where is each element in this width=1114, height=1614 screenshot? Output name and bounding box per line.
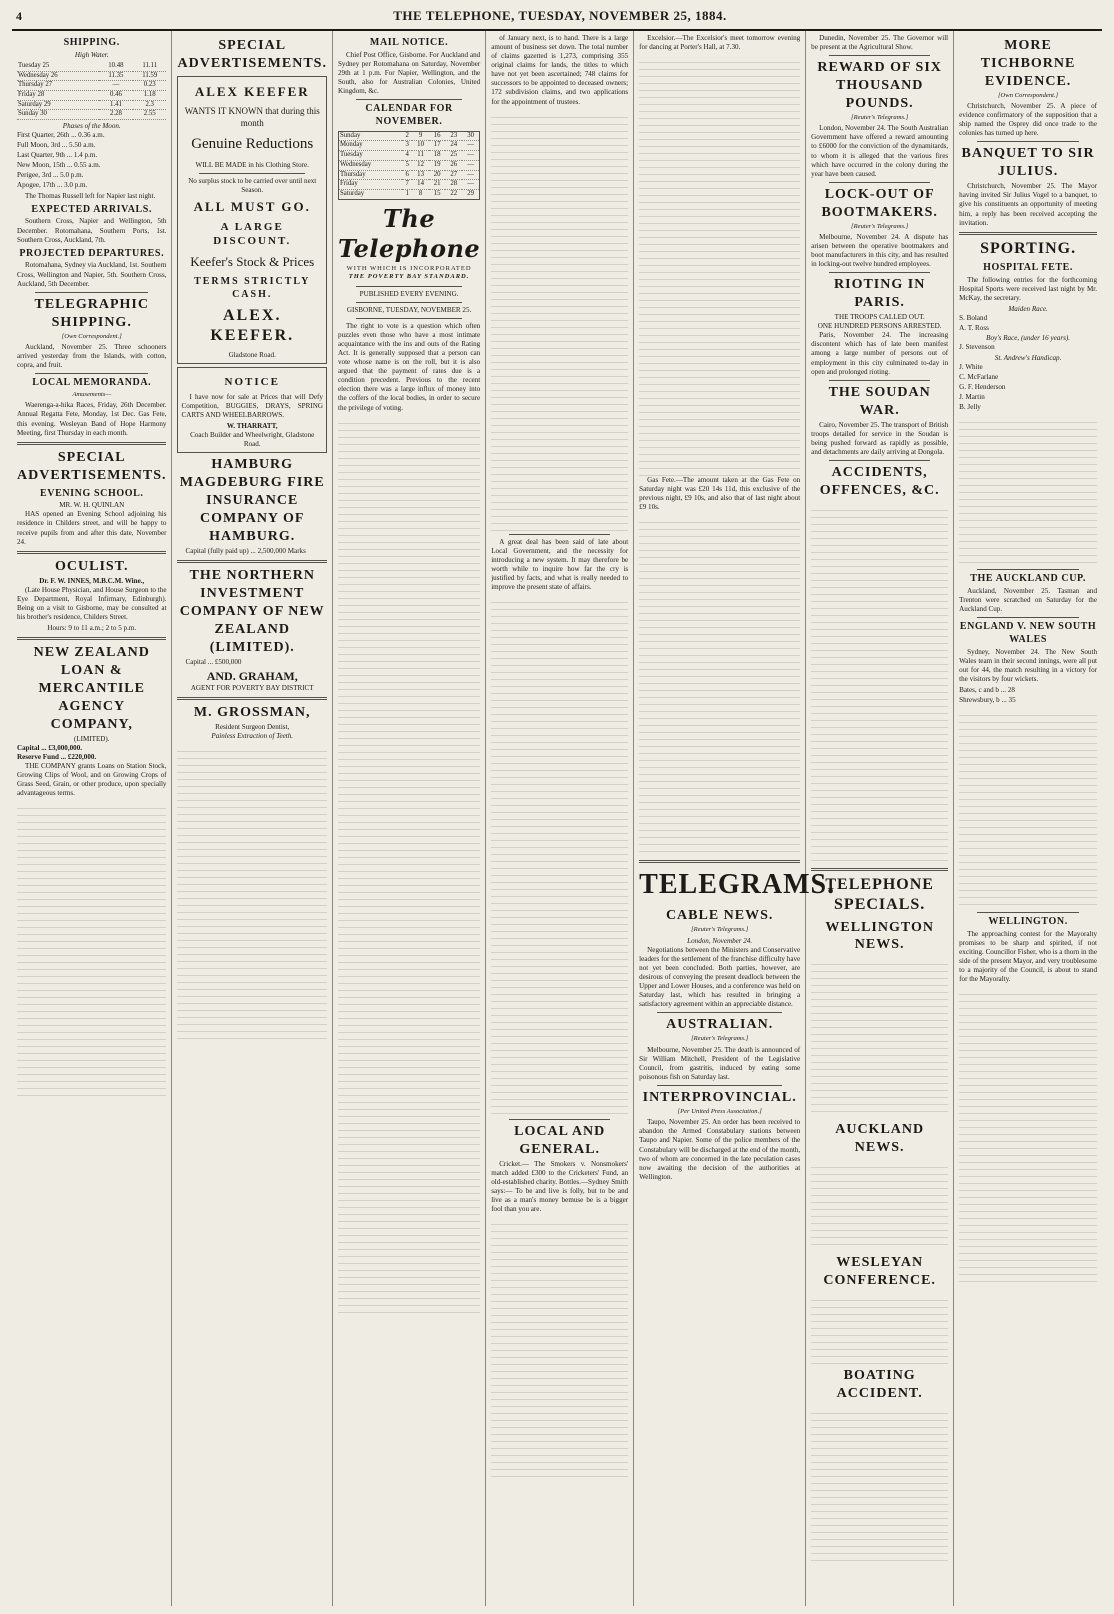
accidents-heading: ACCIDENTS, OFFENCES, &C. [819, 464, 940, 498]
auckland-cup-text: Auckland, November 25. Tasman and Trenton were scratched on Saturday for the Auckland Cup. [959, 586, 1097, 613]
australian-heading: AUSTRALIAN. [666, 1017, 774, 1033]
arrivals-text: Southern Cross, Napier and Wellington, 5th December. Rotomahana, Southern Ports, 1st. Southern Cross, Auckland, 7th. [17, 217, 167, 244]
interprovincial-heading: INTERPROVINCIAL. [642, 1089, 797, 1105]
leader-article: The right to vote is a question which often puzzles even those who have a most intimate acquaintance with the ins and outs of the Rating Act. It is generally supposed that a person can vote whose name is on the roll, but it is also argued that the payment of rates due is a condition precedent. Previous to the recent election there was a large influx of money into the coffers of the local bodies, in order to secure the privilege of voting. [337, 321, 481, 412]
column-1: SHIPPING. High Water. Tuesday 25 10.48 11.11 Wednesday 26 11.35 11.59 Thursday 27 — 0.23 Friday 28 0.46 1.18 Saturday 29 1.41 2.3 Sunday 30 2.28 2.55 Phases of the Moon. First Quarter, 26th ... 0.36 a.m. Full Moon, 3rd ... 5.50 a.m. Last Quarter, 9th ... 1.4 p.m. New Moon, 15th ... 0.55 a.m. Perigee, 3rd ... 5.0 p.m. Apogee, 17th ... 3.0 p.m. The Thomas Russell left for Napier last night. EXPECTED ARRIVALS. Southern Cross, Napier and Wellington, 5th December. Rotomahana, Southern Ports, 1st. Southern Cross, Auckland, 7th. PROJECTED DEPARTURES. Rotomahana, Sydney via Auckland, 1st. Southern Cross, Wellington and Napier, 5th. Southern Cross, Auckland, 5th December. TELEGRAPHIC SHIPPING. [Own Correspondent.] Auckland, November 25. Three schooners arrived yesterday from the Islands, with cotton, copra, and fruit. LOCAL MEMORANDA. Amusements— Waerenga-a-hika Races, Friday, 26th December. Annual Regatta Fete, Monday, 1st Dec. Gas Fete, this evening. Wesleyan Band of Hope Harmony Meeting, first Thursday in each month. SPECIAL ADVERTISEMENTS. EVENING SCHOOL. MR. W. H. QUINLAN HAS opened an Evening School adjoining his residence in Childers street, and will be happy to receive pupils from and after this date, November 24. OCULIST. Dr. F. W. INNES, M.B.C.M. Wine., (Late House Physician, and House Surgeon to the Eye Department, Royal Infirmary, Edinburgh). Being on a visit to Gisborne, may be consulted at his brother's residence, Childers Street. Hours: 9 to 11 a.m.; 2 to 5 p.m. NEW ZEALAND LOAN & MERCANTILE AGENCY COMPANY, (LIMITED). Capital ... £3,000,000. Reserve Fund ... £220,000. THE COMPANY grants Loans on Station Stock, Growing Clips of Wool, and on Growing Crops of Grass Seed, Grain, or other produce, upon specially advantageous terms. [12, 31, 172, 1606]
masthead-title: THE TELEPHONE, TUESDAY, NOVEMBER 25, 1884. [393, 8, 727, 23]
calendar-row: Friday 7 14 21 28 — [338, 180, 479, 190]
tichborne-text: Christchurch, November 25. A piece of evidence confirmatory of the supposition that a ship named the Osprey did once trade to the colonies has turned up here. [959, 102, 1097, 138]
telegraphic-heading: TELEGRAPHIC SHIPPING. [34, 296, 149, 330]
calendar-row: Saturday 1 8 15 22 29 [338, 189, 479, 199]
tide-row: Saturday 29 1.41 2.3 [17, 100, 166, 110]
calendar-row: Tuesday 4 11 18 25 — [338, 151, 479, 161]
tichborne-heading: MORE TICHBORNE EVIDENCE. [980, 38, 1076, 89]
tide-row: Sunday 30 2.28 2.55 [17, 110, 166, 120]
mail-notice-text: Chief Post Office, Gisborne. For Auckland and Sydney per Rotomahana on Saturday, November 29th at 1 p.m. For Napier, Wellington, and the South, also for Australian Colonies, United Kingdom, &c. [337, 50, 481, 96]
calendar-row: Sunday 2 9 16 23 30 [338, 131, 479, 141]
tide-row: Thursday 27 — 0.23 [17, 81, 166, 91]
local-government-text: A great deal has been said of late about Local Government, and the necessity for introducing a new system. It may therefore be worth while to inquire how far the cry is justified by facts, and what is really needed to improve the present state of affairs. [491, 537, 629, 592]
column-6: Dunedin, November 25. The Governor will be present at the Agricultural Show. REWARD OF SIX THOUSAND POUNDS. [Reuter's Telegrams.] London, November 24. The South Australian Government have offered a reward amounting to £6000 for the conviction of the dynamitards, to whom it is alleged that the various fires which have occurred in the colony during the year have been caused. LOCK-OUT OF BOOTMAKERS. [Reuter's Telegrams.] Melbourne, November 24. A dispute has arisen between the operative bootmakers and boot manufacturers in this city, and has resulted in locking-out twelve hundred employees. RIOTING IN PARIS. THE TROOPS CALLED OUT. ONE HUNDRED PERSONS ARRESTED. Paris, November 24. The increasing discontent which has of late been manifest among a large number of persons out of employment in this city culminated to-day in open and prolonged rioting. THE SOUDAN WAR. Cairo, November 25. The transport of British troops detailed for service in the Soudan is being pushed forward as rapidly as possible, and detachments are daily arriving at Dongola. ACCIDENTS, OFFENCES, &C. TELEPHONE SPECIALS. WELLINGTON NEWS. AUCKLAND NEWS. WESLEYAN CONFERENCE. BOATING ACCIDENT. [806, 31, 954, 1606]
memoranda-heading: LOCAL MEMORANDA. [32, 377, 152, 389]
memoranda-text: Waerenga-a-hika Races, Friday, 26th December. Annual Regatta Fete, Monday, 1st Dec. Gas Fete, this evening. Wesleyan Band of Hope Harmony Meeting, first Thursday in each month. [17, 401, 167, 437]
dunedin-text: Dunedin, November 25. The Governor will be present at the Agricultural Show. [811, 34, 949, 52]
special-ads-heading: SPECIAL ADVERTISEMENTS. [17, 449, 167, 483]
calendar-table [338, 131, 480, 200]
tide-row: Tuesday 25 10.48 11.11 [17, 62, 166, 71]
northern-heading: THE NORTHERN INVESTMENT COMPANY OF NEW ZEALAND (LIMITED). [179, 568, 325, 655]
page-number: 4 [16, 9, 22, 23]
grossman-heading: M. GROSSMAN, [193, 705, 311, 721]
tide-row: Wednesday 26 11.35 11.59 [17, 71, 166, 81]
lockout-text: Melbourne, November 24. A dispute has arisen between the operative bootmakers and boot manufacturers in this city, and has resulted in locking-out twelve hundred employees. [811, 233, 949, 269]
auckland-news-heading: AUCKLAND NEWS. [835, 1122, 925, 1156]
lockout-heading: LOCK-OUT OF BOOTMAKERS. [821, 186, 938, 220]
calendar-row: Thursday 6 13 20 27 — [338, 170, 479, 180]
wesleyan-heading: WESLEYAN CONFERENCE. [823, 1255, 936, 1289]
soudan-text: Cairo, November 25. The transport of British troops detailed for service in the Soudan is being pushed forward as rapidly as possible, and detachments are daily arriving at Dongola. [811, 420, 949, 456]
reward-heading: REWARD OF SIX THOUSAND POUNDS. [817, 60, 942, 111]
telegrams-heading: TELEGRAMS. [639, 869, 836, 901]
tide-table [17, 62, 166, 120]
interprovincial-text: Taupo, November 25. An order has been received to abandon the Armed Constabulary stations between Taupo and Napier. Some of the police members of the Constabulary will be discharged at the end of the month, two of whom are concerned in the late peculation cases now awaiting the decision of the authorities at Wellington. [639, 1118, 801, 1181]
auckland-cup-heading: THE AUCKLAND CUP. [970, 573, 1086, 585]
column-7: MORE TICHBORNE EVIDENCE. [Own Correspondent.] Christchurch, November 25. A piece of evidence confirmatory of the supposition that a ship named the Osprey did once trade to the colonies has turned up here. BANQUET TO SIR JULIUS. Christchurch, November 25. The Mayor having invited Sir Julius Vogel to a banquet, to give his constituents an opportunity of meeting him, a reply has been received accepting the invitation. SPORTING. HOSPITAL FETE. The following entries for the forthcoming Hospital Sports were received last night by Mr. McKay, the secretary. Maiden Race. S. Boland A. T. Ross Boy's Race, (under 16 years). J. Stevenson St. Andrew's Handicap. J. White C. McFarlane G. F. Henderson J. Martin B. Jelly THE AUCKLAND CUP. Auckland, November 25. Tasman and Trenton were scratched on Saturday for the Auckland Cup. ENGLAND V. NEW SOUTH WALES Sydney, November 24. The New South Wales team in their second innings, were all put out for 44, the match resulting in a victory for the visitors by four wickets. Bates, c and b ... 28 Shrewsbury, b ... 35 WELLINGTON. The approaching contest for the Mayoralty promises to be sharp and spirited, if not exciting. Councillor Fisher, who is a thorn in the side of the present Mayor, and very troublesome to a majority of the Council, is about to stand for the Mayoralty. [954, 31, 1102, 1606]
excelsior-text: Excelsior.—The Excelsior's meet tomorrow evening for dancing at Porter's Hall, at 7.30. [639, 34, 801, 52]
banquet-text: Christchurch, November 25. The Mayor having invited Sir Julius Vogel to a banquet, to give his constituents an opportunity of meeting him, a reply has been received accepting the invitation. [959, 182, 1097, 227]
native-lands-text: of January next, is to hand. There is a large amount of business set down. The total number of claims gazetted is 1,273, comprising 355 original claims for lands, the titles to which have not yet been ascertained; 748 claims for successors to be appointed to deceased owners; 172 subdivision claims, and two applications for the appointment of trustees. [491, 34, 629, 106]
telegraphic-text: Auckland, November 25. Three schooners arrived yesterday from the Islands, with cotton, copra, and fruit. [17, 342, 167, 370]
shipping-heading: SHIPPING. [63, 37, 120, 48]
maiden-entries: S. Boland A. T. Ross [959, 314, 989, 333]
departures-heading: PROJECTED DEPARTURES. [19, 247, 165, 259]
moon-heading: Phases of the Moon. [62, 122, 121, 130]
column-3: MAIL NOTICE. Chief Post Office, Gisborne. For Auckland and Sydney per Rotomahana on Saturday, November 29th at 1 p.m. For Napier, Wellington, and the South, also for Australian Colonies, United Kingdom, &c. CALENDAR FOR NOVEMBER. Sunday 2 9 16 23 30 Monday 3 10 17 24 — Tuesday 4 11 18 25 — Wednesday 5 12 19 26 — Thursday 6 13 20 27 — Friday 7 14 21 28 — Saturday 1 8 15 22 29 The Telephone WITH WHICH IS INCORPORATED THE POVERTY BAY STANDARD. PUBLISHED EVERY EVENING. GISBORNE, TUESDAY, NOVEMBER 25. The right to vote is a question which often puzzles even those who have a most intimate acquaintance with the ins and outs of the Rating Act. It is generally supposed that a person can vote whose name is on the roll, but it is also argued that the payment of rates due is a condition precedent. Previous to the recent election there was a large influx of money into the coffers of the local bodies, in order to secure the privilege of voting. [333, 31, 486, 1606]
mail-notice-heading: MAIL NOTICE. [369, 37, 449, 48]
local-general-text: Cricket.— The Smokers v. Nonsmokers' match added £300 to the Cricketers' Fund, an old-established charity. Bottles.—Sydney Smith says:— To be and live is folly, but to be and live as a man's money bemuse be is a bigger fool than you are. [491, 1159, 629, 1214]
wellington-heading: WELLINGTON. [988, 916, 1068, 928]
keefer-advert: ALEX KEEFER WANTS IT KNOWN that during this month Genuine Reductions WILL BE MADE in his Clothing Store. No surplus stock to be carried over until next Season. ALL MUST GO. A LARGE DISCOUNT. Keefer's Stock & Prices TERMS STRICTLY CASH. ALEX. KEEFER. Gladstone Road. [177, 76, 326, 364]
special-ads-heading-2: SPECIAL ADVERTISEMENTS. [177, 38, 327, 71]
masthead [12, 8, 1102, 31]
sporting-heading: SPORTING. [980, 239, 1077, 257]
boating-heading: BOATING ACCIDENT. [836, 1368, 923, 1401]
column-2: SPECIAL ADVERTISEMENTS. ALEX KEEFER WANTS IT KNOWN that during this month Genuine Reductions WILL BE MADE in his Clothing Store. No surplus stock to be carried over until next Season. ALL MUST GO. A LARGE DISCOUNT. Keefer's Stock & Prices TERMS STRICTLY CASH. ALEX. KEEFER. Gladstone Road. NOTICE I have now for sale at Prices that will Defy Competition, BUGGIES, DRAYS, SPRING CARTS AND WHEELBARROWS. W. THARRATT, Coach Builder and Wheelwright, Gladstone Road. HAMBURG MAGDEBURG FIRE INSURANCE COMPANY OF HAMBURG. Capital (fully paid up) ... 2,500,000 Marks THE NORTHERN INVESTMENT COMPANY OF NEW ZEALAND (LIMITED). Capital ... £500,000 AND. GRAHAM, AGENT FOR POVERTY BAY DISTRICT M. GROSSMAN, Resident Surgeon Dentist, Painless Extraction of Teeth. [172, 31, 332, 1606]
shipping-notice: The Thomas Russell left for Napier last night. [25, 191, 156, 200]
riot-text: Paris, November 24. The increasing discontent which has of late been manifest among a large number of persons out of employment in this city culminated to-day in open and prolonged rioting. [811, 331, 949, 376]
column-4 [486, 31, 634, 1606]
specials-heading: TELEPHONE SPECIALS. [825, 875, 934, 914]
hamburg-heading: HAMBURG MAGDEBURG FIRE INSURANCE COMPANY OF HAMBURG. [179, 457, 325, 545]
riot-heading: RIOTING IN PARIS. [834, 277, 926, 311]
moon-list: First Quarter, 26th ... 0.36 a.m. Full Moon, 3rd ... 5.50 a.m. Last Quarter, 9th ... 1.4 p.m. New Moon, 15th ... 0.55 a.m. Perigee, 3rd ... 5.0 p.m. Apogee, 17th ... 3.0 p.m. [17, 131, 105, 190]
tide-row: Friday 28 0.46 1.18 [17, 90, 166, 100]
banquet-heading: BANQUET TO SIR JULIUS. [961, 146, 1095, 180]
oculist-text: (Late House Physician, and House Surgeon to the Eye Department, Royal Infirmary, Edinburgh). Being on a visit to Gisborne, may be consulted at his brother's residence, Childers Street. [17, 585, 167, 621]
hospital-fete-heading: HOSPITAL FETE. [983, 262, 1074, 274]
cable-news-heading: CABLE NEWS. [665, 908, 774, 924]
school-text: HAS opened an Evening School adjoining his residence in Childers street, and will be happy to receive pupils from and after this date, November 24. [17, 510, 167, 546]
oculist-heading: OCULIST. [55, 558, 129, 574]
reward-text: London, November 24. The South Australian Government have offered a reward amounting to £6000 for the conviction of the dynamitards, to whom it is alleged that the various fires which have occurred in the colony during the year have been caused. [811, 124, 949, 178]
england-nsw-heading: ENGLAND V. NEW SOUTH WALES [959, 621, 1097, 645]
local-general-heading: LOCAL AND GENERAL. [514, 1124, 606, 1157]
wellington-text: The approaching contest for the Mayoralty promises to be sharp and spirited, if not exciting. Councillor Fisher, who is a thorn in the side of the present Mayor, and very troublesome to a majority of the Council, is about to stand for the Mayoralty. [959, 929, 1097, 984]
departures-text: Rotomahana, Sydney via Auckland, 1st. Southern Cross, Wellington and Napier, 5th. Southern Cross, Auckland, 5th December. [17, 261, 167, 288]
nzloan-heading: NEW ZEALAND LOAN & MERCANTILE AGENCY COMPANY, [33, 645, 150, 732]
score-list: Bates, c and b ... 28 Shrewsbury, b ... 35 [959, 685, 1016, 705]
calendar-row: Wednesday 5 12 19 26 — [338, 160, 479, 170]
logo-name: The Telephone [337, 203, 481, 264]
newspaper-logo: The Telephone WITH WHICH IS INCORPORATED THE POVERTY BAY STANDARD. [337, 203, 481, 281]
england-nsw-text: Sydney, November 24. The New South Wales team in their second innings, were all put out for 44, the match resulting in a victory for the visitors by four wickets. [959, 647, 1097, 683]
andrew-entries: J. White C. McFarlane G. F. Henderson J. Martin B. Jelly [959, 362, 1006, 411]
australian-text: Melbourne, November 25. The death is announced of Sir William Mitchell, President of the Legislative Council, from gastritis, induced by eating some poisonous fish on Saturday last. [639, 1045, 801, 1081]
cable-news-text: Negotiations between the Ministers and Conservative leaders for the settlement of the franchise difficulty have not yet been concluded. Both parties, however, are desirous of conveying the present deadlock between the Upper and Lower Houses, and a conference was held on Saturday last, which has resulted in bringing a satisfactory agreement within an appreciable distance. [639, 945, 801, 1009]
boys-entries: J. Stevenson [959, 343, 995, 352]
gas-fete-text: Gas Fete.—The amount taken at the Gas Fete on Saturday night was £20 14s 11d, this exclusive of the previous night, £9 10s, and also that of last night about £9 10s. [639, 476, 801, 512]
tide-heading: High Water. [74, 50, 109, 59]
nzloan-text: THE COMPANY grants Loans on Station Stock, Growing Clips of Wool, and on Growing Crops of Grass Seed, Grain, or other produce, upon specially advantageous terms. [17, 761, 167, 798]
dateline: GISBORNE, TUESDAY, NOVEMBER 25. [346, 305, 472, 314]
wellington-news-heading: WELLINGTON NEWS. [825, 919, 934, 953]
arrivals-heading: EXPECTED ARRIVALS. [31, 203, 153, 215]
calendar-heading: CALENDAR FOR NOVEMBER. [365, 103, 453, 127]
soudan-heading: THE SOUDAN WAR. [828, 384, 931, 418]
column-5: Excelsior.—The Excelsior's meet tomorrow evening for dancing at Porter's Hall, at 7.30. Gas Fete.—The amount taken at the Gas Fete on Saturday night was £20 14s 11d, this exclusive of the previous night, £9 10s, and also that of last night about £9 10s. TELEGRAMS. CABLE NEWS. [Reuter's Telegrams.] London, November 24. Negotiations between the Ministers and Conservative leaders for the settlement of the franchise difficulty have not yet been concluded. Both parties, however, are desirous of conveying the present deadlock between the Upper and Lower Houses, and a conference was held on Saturday last, which has resulted in bringing a satisfactory agreement within an appreciable distance. AUSTRALIAN. [Reuter's Telegrams.] Melbourne, November 25. The death is announced of Sir William Mitchell, President of the Legislative Council, from gastritis, induced by eating some poisonous fish on Saturday last. INTERPROVINCIAL. [Per United Press Association.] Taupo, November 25. An order has been received to abandon the Armed Constabulary stations between Taupo and Napier. Some of the police members of the Constabulary will be discharged at the end of the month, two of whom are concerned in the late peculation cases now awaiting the decision of the authorities at Wellington. [634, 31, 806, 1606]
hospital-text: The following entries for the forthcoming Hospital Sports were received last night by Mr. McKay, the secretary. [959, 275, 1097, 303]
calendar-row: Monday 3 10 17 24 — [338, 141, 479, 151]
tharratt-advert: NOTICE I have now for sale at Prices that will Defy Competition, BUGGIES, DRAYS, SPRING CARTS AND WHEELBARROWS. W. THARRATT, Coach Builder and Wheelwright, Gladstone Road. [177, 367, 326, 454]
